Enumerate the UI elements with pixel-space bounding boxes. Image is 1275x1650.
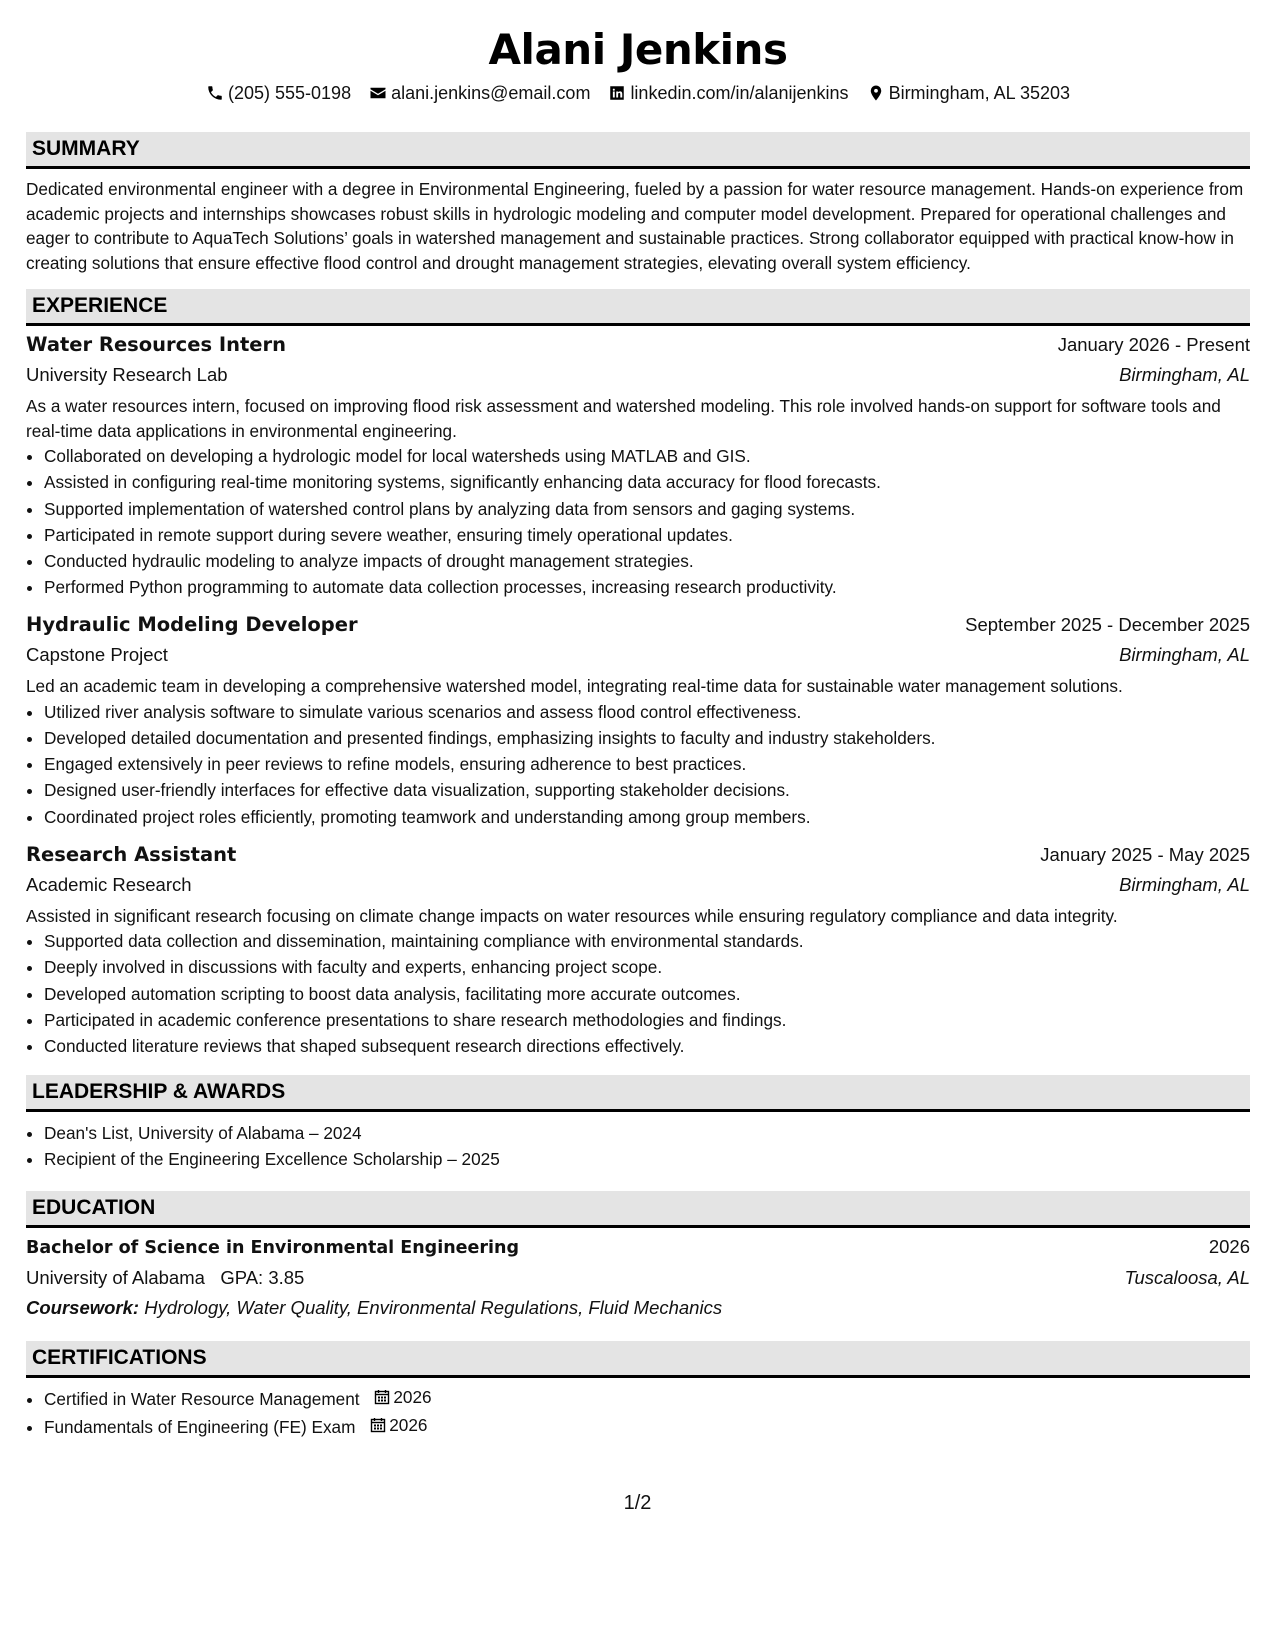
job-bullet: • Conducted hydraulic modeling to analyze impacts of drought management strategies. [44, 548, 1250, 574]
job-location: Birmingham, AL [1119, 873, 1250, 895]
job-organization: Academic Research [26, 873, 192, 895]
school-name: University of Alabama [26, 1266, 205, 1288]
job-bullets [26, 699, 1250, 830]
job-bullet: • Conducted literature reviews that shaped subsequent research directions effectively. [44, 1033, 1250, 1059]
linkedin-icon [608, 84, 626, 102]
school-location: Tuscaloosa, AL [1124, 1266, 1250, 1288]
certifications-heading-text: CERTIFICATIONS [32, 1345, 207, 1369]
summary-heading [26, 132, 1250, 169]
certification-name: Fundamentals of Engineering (FE) Exam [44, 1417, 356, 1438]
job-bullet: • Developed automation scripting to boost data analysis, facilitating more accurate outcomes. [44, 981, 1250, 1007]
job-bullets [26, 443, 1250, 600]
contact-email[interactable] [369, 80, 590, 106]
job-bullet: • Engaged extensively in peer reviews to refine models, ensuring adherence to best practices. [44, 751, 1250, 777]
location-text: Birmingham, AL 35203 [888, 83, 1071, 103]
contact-location [867, 80, 1070, 106]
coursework-label: Coursework: [26, 1296, 140, 1318]
job-bullet: • Utilized river analysis software to simulate various scenarios and assess flood control effectiveness. [44, 699, 1250, 725]
degree-title: Bachelor of Science in Environmental Engineering [26, 1237, 520, 1258]
linkedin-text: linkedin.com/in/alanijenkins [630, 83, 849, 103]
job-bullet: • Collaborated on developing a hydrologic model for local watersheds using MATLAB and GIS. [44, 443, 1250, 469]
candidate-name: Alani Jenkins [488, 25, 788, 74]
resume-page [26, 22, 1250, 1440]
education-heading-text: EDUCATION [32, 1195, 156, 1219]
job-entry [26, 330, 1250, 600]
job-location: Birmingham, AL [1119, 364, 1250, 386]
job-title: Research Assistant [26, 842, 237, 866]
job-description: As a water resources intern, focused on improving flood risk assessment and watershed modeling. This role involved hands-on support for software tools and real-time data applications in environmental engineering. [26, 396, 1221, 441]
job-location: Birmingham, AL [1119, 644, 1250, 666]
leadership-section [26, 1075, 1250, 1172]
summary-heading-text: SUMMARY [32, 137, 140, 160]
experience-section [26, 289, 1250, 1059]
leadership-heading [26, 1075, 1250, 1112]
job-dates: January 2025 - May 2025 [1040, 843, 1250, 865]
contact-linkedin[interactable] [608, 80, 848, 106]
job-bullets [26, 928, 1250, 1059]
job-bullet: • Coordinated project roles efficiently, promoting teamwork and understanding among group members. [44, 804, 1250, 830]
job-bullet: • Participated in remote support during severe weather, ensuring timely operational updates. [44, 522, 1250, 548]
job-organization: University Research Lab [26, 364, 228, 386]
job-bullet: • Assisted in configuring real-time monitoring systems, significantly enhancing data accuracy for flood forecasts. [44, 469, 1250, 495]
certifications-list [26, 1384, 1250, 1441]
contact-phone[interactable] [206, 80, 351, 106]
calendar-icon [370, 1417, 386, 1433]
job-title: Hydraulic Modeling Developer [26, 613, 358, 637]
leadership-heading-text: LEADERSHIP & AWARDS [32, 1080, 286, 1104]
job-bullet: • Participated in academic conference presentations to share research methodologies and findings. [44, 1007, 1250, 1033]
job-bullet: • Supported implementation of watershed control plans by analyzing data from sensors and gaging systems. [44, 496, 1250, 522]
gpa: GPA: 3.85 [220, 1266, 305, 1288]
award-item: • Recipient of the Engineering Excellence Scholarship – 2025 [44, 1146, 1250, 1172]
experience-heading-text: EXPERIENCE [32, 294, 168, 318]
awards-list [26, 1120, 1250, 1172]
job-bullet: • Designed user-friendly interfaces for effective data visualization, supporting stakeholder decisions. [44, 777, 1250, 803]
certifications-heading [26, 1341, 1250, 1378]
map-pin-icon [867, 84, 885, 102]
job-entry [26, 840, 1250, 1059]
page-number: 1/2 [623, 1492, 652, 1514]
award-item: • Dean's List, University of Alabama – 2024 [44, 1120, 1250, 1146]
certification-name: Certified in Water Resource Management [44, 1388, 360, 1409]
calendar-icon [374, 1389, 390, 1405]
job-dates: January 2026 - Present [1057, 334, 1250, 356]
experience-heading [26, 289, 1250, 326]
coursework-line [26, 1293, 1250, 1323]
job-description: Led an academic team in developing a comprehensive watershed model, integrating real-time data for sustainable water management solutions. [26, 676, 1123, 697]
education-heading [26, 1191, 1250, 1228]
envelope-icon [369, 84, 387, 102]
job-description: Assisted in significant research focusing on climate change impacts on water resources while ensuring regulatory compliance and data integrity. [26, 905, 1118, 926]
certification-item [44, 1384, 1250, 1412]
email-text: alani.jenkins@email.com [391, 83, 591, 103]
contact-bar [26, 80, 1250, 106]
job-bullet: • Supported data collection and dissemination, maintaining compliance with environmental standards. [44, 928, 1250, 954]
school-line [26, 1263, 304, 1292]
summary-section [26, 132, 1250, 275]
certification-year: 2026 [389, 1414, 428, 1435]
graduation-year: 2026 [1208, 1235, 1250, 1257]
education-section [26, 1191, 1250, 1323]
job-bullet: • Developed detailed documentation and presented findings, emphasizing insights to faculty and industry stakeholders. [44, 725, 1250, 751]
job-organization: Capstone Project [26, 644, 168, 666]
job-dates: September 2025 - December 2025 [965, 614, 1250, 636]
phone-text: (205) 555-0198 [227, 83, 352, 103]
certification-item [44, 1412, 1250, 1440]
phone-icon [206, 84, 224, 102]
certification-year: 2026 [393, 1386, 432, 1407]
job-bullet: • Deeply involved in discussions with faculty and experts, enhancing project scope. [44, 954, 1250, 980]
job-entry [26, 610, 1250, 829]
job-bullet: • Performed Python programming to automate data collection processes, increasing research productivity. [44, 574, 1250, 600]
coursework-list: Hydrology, Water Quality, Environmental Regulations, Fluid Mechanics [144, 1296, 723, 1318]
certifications-section [26, 1341, 1250, 1441]
summary-text: Dedicated environmental engineer with a degree in Environmental Engineering, fueled by a passion for water resource management. Hands-on experience from academic projects and internships showcases robust skills in hydrologic modeling and computer model development. Prepared for operational challenges and eager to contribute to AquaTech Solutions’ goals in watershed management and sustainable practices. Strong collaborator equipped with practical know-how in creating solutions that ensure effective flood control and drought management strategies, elevating overall system efficiency. [26, 179, 1244, 273]
job-title: Water Resources Intern [26, 333, 287, 357]
